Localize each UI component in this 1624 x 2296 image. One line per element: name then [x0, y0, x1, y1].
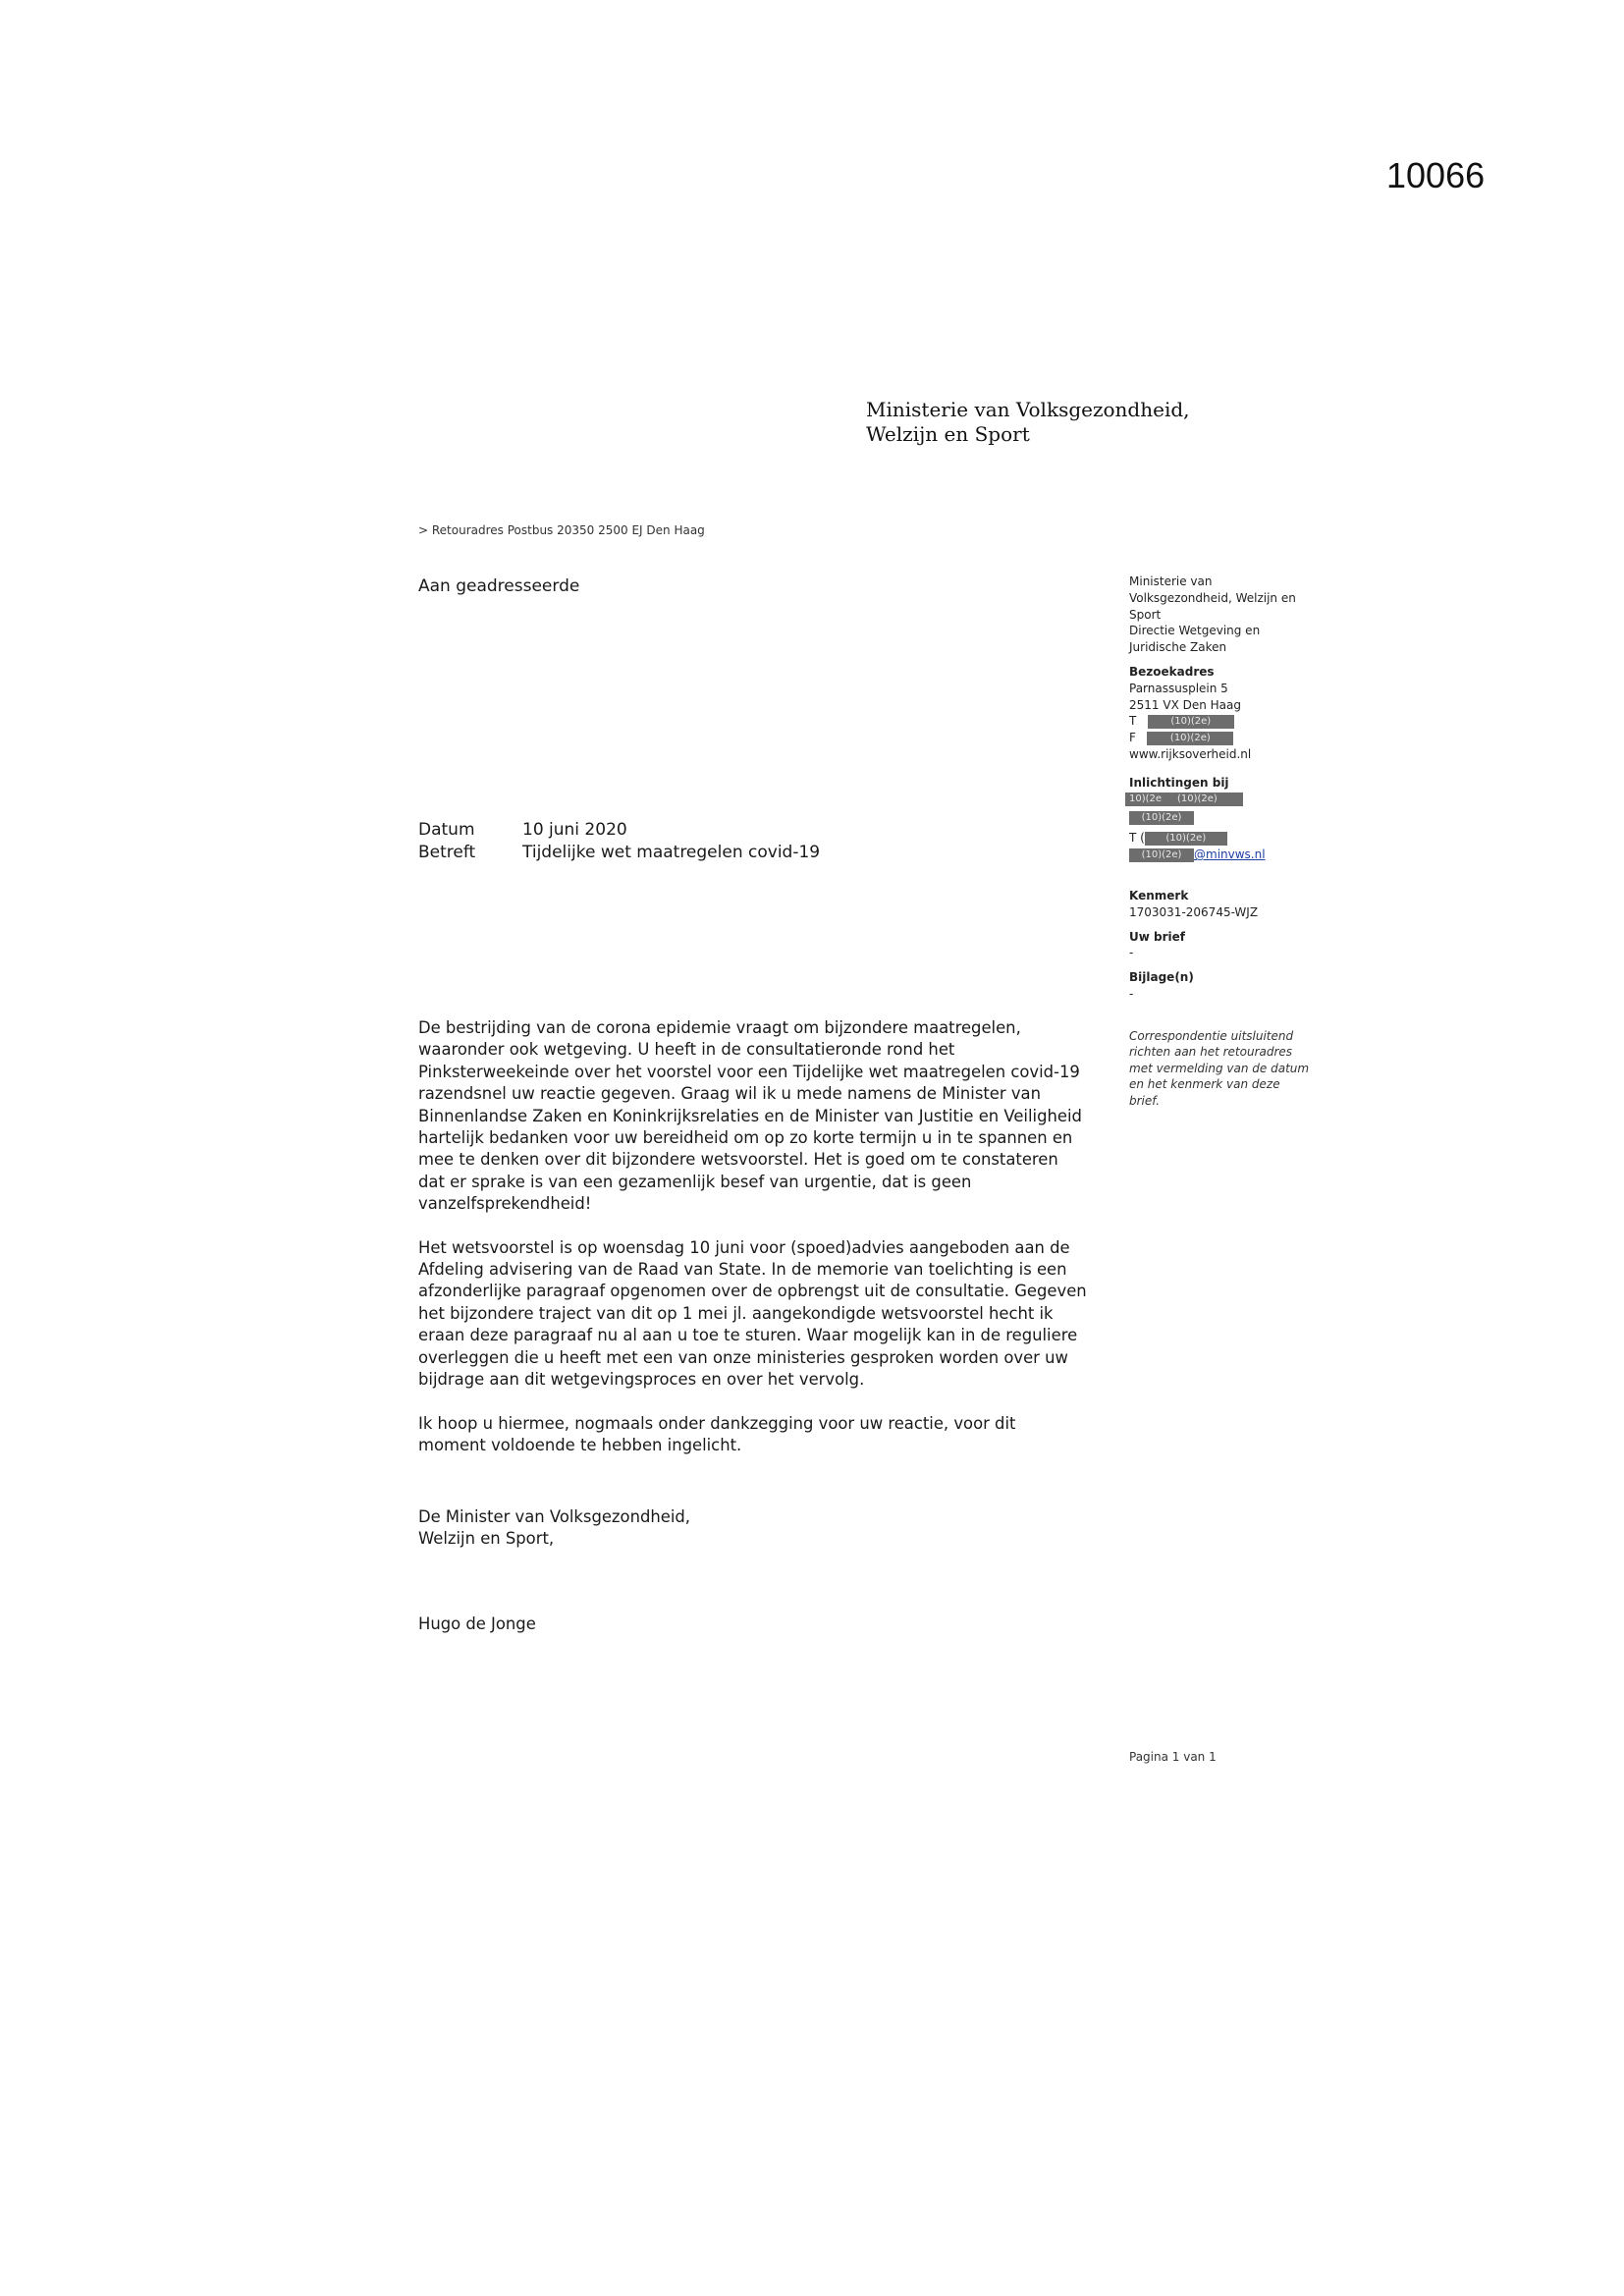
datum-label: Datum: [418, 820, 475, 840]
closing-line: Welzijn en Sport,: [418, 1529, 555, 1549]
paragraph-3: [418, 1413, 1106, 1457]
info-name-line-2: [1129, 810, 1330, 827]
telephone-line: [1129, 713, 1330, 730]
body-line: het bijzondere traject van dit op 1 mei jl. aangekondigde wetsvoorstel hecht ik: [418, 1303, 1054, 1323]
email-link[interactable]: @minvws.nl: [1194, 847, 1266, 862]
website: www.rijksoverheid.nl: [1129, 746, 1252, 761]
org-line: Juridische Zaken: [1129, 640, 1227, 655]
fax-line: [1129, 730, 1330, 746]
body-line: bijdrage aan dit wetgevingsproces en over het vervolg.: [418, 1370, 865, 1390]
fax-prefix: F: [1129, 731, 1136, 745]
logo-line-1: Ministerie van Volksgezondheid,: [866, 398, 1190, 421]
correspondence-note: [1129, 1028, 1326, 1109]
betreft-label: Betreft: [418, 843, 476, 862]
uw-brief-heading: Uw brief: [1129, 929, 1185, 944]
kenmerk-heading: Kenmerk: [1129, 889, 1189, 902]
uw-brief-value: -: [1129, 946, 1134, 960]
tel-prefix: T (: [1129, 831, 1145, 846]
letter-body: [418, 1017, 1106, 1478]
body-line: razendsnel uw reactie gegeven. Graag wil ik u mede namens de Minister van: [418, 1084, 1041, 1104]
visit-city: 2511 VX Den Haag: [1129, 697, 1241, 712]
visit-street: Parnassusplein 5: [1129, 681, 1228, 695]
redaction-block: [1125, 793, 1243, 806]
betreft-value: Tijdelijke wet maatregelen covid-19: [522, 843, 821, 862]
sidebar-reference: [1129, 888, 1330, 1003]
closing: [418, 1506, 690, 1551]
org-line: Ministerie van: [1129, 574, 1213, 588]
body-line: De bestrijding van de corona epidemie vraagt om bijzondere maatregelen,: [418, 1018, 1021, 1037]
bijlage-heading: Bijlage(n): [1129, 970, 1194, 985]
body-line: afzonderlijke paragraaf opgenomen over de opbrengst uit de consultatie. Gegeven: [418, 1282, 1087, 1301]
visit-heading: Bezoekadres: [1129, 665, 1215, 679]
body-line: Binnenlandse Zaken en Koninkrijksrelaties en de Minister van Justitie en Veiligheid: [418, 1106, 1082, 1125]
tel-prefix: T: [1129, 714, 1137, 729]
datum-value: 10 juni 2020: [522, 820, 627, 840]
body-line: hartelijk bedanken voor uw bereidheid om op zo korte termijn u in te spannen en: [418, 1128, 1073, 1148]
body-line: Pinksterweekeinde over het voorstel voor een Tijdelijke wet maatregelen covid-19: [418, 1062, 1080, 1081]
sidebar-organisation: [1129, 574, 1330, 656]
info-telephone-line: [1129, 830, 1330, 847]
body-line: eraan deze paragraaf nu al aan u toe te sturen. Waar mogelijk kan in de reguliere: [418, 1326, 1078, 1345]
redaction-block: (10)(2e): [1147, 732, 1233, 745]
org-line: Directie Wetgeving en: [1129, 624, 1261, 638]
note-line: en het kenmerk van deze: [1129, 1077, 1280, 1092]
logo-line-2: Welzijn en Sport: [866, 422, 1030, 446]
redaction-block: (10)(2e): [1148, 715, 1234, 729]
body-line: moment voldoende te hebben ingelicht.: [418, 1435, 742, 1454]
note-line: met vermelding van de datum: [1129, 1061, 1310, 1075]
return-address: > Retouradres Postbus 20350 2500 EJ Den Haag: [418, 523, 705, 537]
note-line: brief.: [1129, 1093, 1161, 1108]
paragraph-2: [418, 1237, 1106, 1392]
document-number: 10066: [1386, 155, 1486, 195]
datum-row: [418, 819, 820, 842]
page-number: Pagina 1 van 1: [1129, 1750, 1217, 1764]
body-line: Ik hoop u hiermee, nogmaals onder dankzegging voor uw reactie, voor dit: [418, 1413, 1016, 1433]
body-line: vanzelfsprekendheid!: [418, 1194, 592, 1214]
body-line: Het wetsvoorstel is op woensdag 10 juni voor (spoed)advies aangeboden aan de: [418, 1237, 1070, 1257]
redaction-block: (10)(2e): [1129, 848, 1194, 862]
betreft-row: [418, 842, 820, 864]
body-line: waaronder ook wetgeving. U heeft in de consultatieronde rond het: [418, 1040, 955, 1060]
bijlage-value: -: [1129, 986, 1134, 1001]
signatory-name: Hugo de Jonge: [418, 1614, 536, 1633]
info-heading: Inlichtingen bij: [1129, 776, 1229, 790]
redaction-text: 10)(2e: [1129, 793, 1163, 805]
sidebar-information: [1129, 775, 1330, 863]
sidebar-visit-address: [1129, 664, 1330, 763]
org-line: Sport: [1129, 607, 1162, 622]
paragraph-1: [418, 1017, 1106, 1216]
letter-meta: [418, 819, 820, 864]
closing-line: De Minister van Volksgezondheid,: [418, 1507, 690, 1526]
info-name-line: [1125, 792, 1330, 808]
body-line: overleggen die u heeft met een van onze ministeries gesproken worden over uw: [418, 1347, 1068, 1367]
redaction-block: (10)(2e): [1129, 811, 1194, 825]
addressee: Aan geadresseerde: [418, 576, 580, 596]
ministry-logo-text: [866, 398, 1190, 447]
note-line: Correspondentie uitsluitend: [1129, 1029, 1294, 1043]
note-line: richten aan het retouradres: [1129, 1045, 1293, 1060]
body-line: dat er sprake is van een gezamenlijk besef van urgentie, dat is geen: [418, 1172, 972, 1191]
kenmerk-value: 1703031-206745-WJZ: [1129, 904, 1259, 919]
org-line: Volksgezondheid, Welzijn en: [1129, 590, 1296, 605]
redaction-block: (10)(2e): [1145, 832, 1227, 846]
redaction-text: (10)(2e): [1176, 793, 1218, 805]
info-email-line: [1129, 847, 1330, 863]
body-line: Afdeling advisering van de Raad van State. In de memorie van toelichting is een: [418, 1260, 1067, 1280]
body-line: mee te denken over dit bijzondere wetsvoorstel. Het is goed om te constateren: [418, 1150, 1058, 1170]
